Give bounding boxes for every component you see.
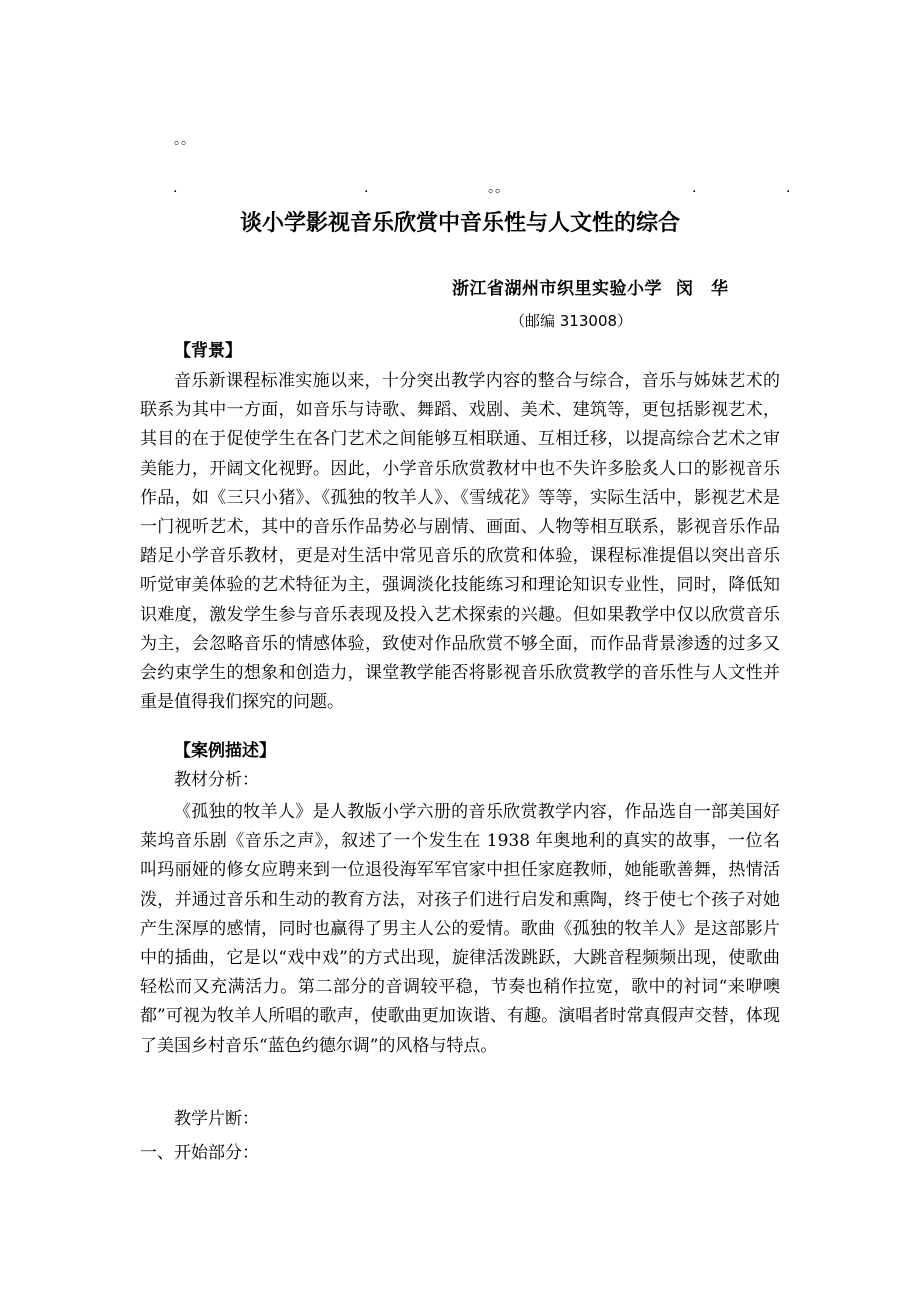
section-heading-background: 【背景】 (174, 341, 242, 361)
header-dot: . (692, 180, 697, 196)
header-dot: . (364, 180, 369, 196)
header-dot: . (786, 180, 791, 196)
header-dot: . (173, 180, 178, 196)
author-line (452, 276, 729, 302)
section-heading-case: 【案例描述】 (174, 741, 276, 761)
header-mark-middle: 。。 (488, 180, 509, 196)
header-mark-top: 。。 (174, 132, 195, 148)
background-paragraph: 音乐新课程标准实施以来，十分突出教学内容的整合与综合，音乐与姊妹艺术的联系为其中一方面，如音乐与诗歌、舞蹈、戏剧、美术、建筑等，更包括影视艺术，其目的在于促使学生在各门艺术之间能够互相联通、互相迁移，以提高综合艺术之审美能力，开阔文化视野。因此，小学音乐欣赏教材中也不失许多脍炙人口的影视音乐作品，如《三只小猪》、《孤独的牧羊人》、《雪绒花》等等，实际生活中，影视艺术是一门视听艺术，其中的音乐作品势必与剧情、画面、人物等相互联系，影视音乐作品踏足小学音乐教材，更是对生活中常见音乐的欣赏和体验，课程标准提倡以突出音乐听觉审美体验的艺术特征为主，强调淡化技能练习和理论知识专业性，同时，降低知识难度，激发学生参与音乐表现及投入艺术探索的兴趣。但如果教学中仅以欣赏音乐为主，会忽略音乐的情感体验，致使对作品欣赏不够全面，而作品背景渗透的过多又会约束学生的想象和创造力，课堂教学能否将影视音乐欣赏教学的音乐性与人文性并重是值得我们探究的问题。 (140, 371, 780, 713)
part-one-label: 一、开始部分： (140, 1143, 259, 1163)
postcode: （邮编 313008） (510, 312, 633, 330)
page-title: 谈小学影视音乐欣赏中音乐性与人文性的综合 (239, 211, 680, 236)
sub-heading-teaching-fragment: 教学片断： (174, 1109, 259, 1129)
sub-heading-material-analysis: 教材分析： (174, 770, 259, 790)
author-organization: 浙江省湖州市织里实验小学 (452, 279, 662, 299)
author-name: 闵 华 (676, 279, 729, 299)
case-paragraph: 《孤独的牧羊人》是人教版小学六册的音乐欣赏教学内容，作品选自一部美国好莱坞音乐剧《音乐之声》，叙述了一个发生在 1938 年奥地利的真实的故事，一位名叫玛丽娅的修女应聘来到一位退役海军军官家中担任家庭教师，她能歌善舞，热情活泼，并通过音乐和生动的教育方法，对孩子们进行启发和熏陶，终于使七个孩子对她产生深厚的感情，同时也赢得了男主人公的爱情。歌曲《孤独的牧羊人》是这部影片中的插曲，它是以“戏中戏”的方式出现，旋律活泼跳跃，大跳音程频频出现，使歌曲轻松而又充满活力。第二部分的音调较平稳，节奏也稍作拉宽，歌中的衬词“来咿噢都”可视为牧羊人所唱的歌声，使歌曲更加诙谐、有趣。演唱者时常真假声交替，体现了美国乡村音乐“蓝色约德尔调”的风格与特点。 (140, 802, 780, 1056)
